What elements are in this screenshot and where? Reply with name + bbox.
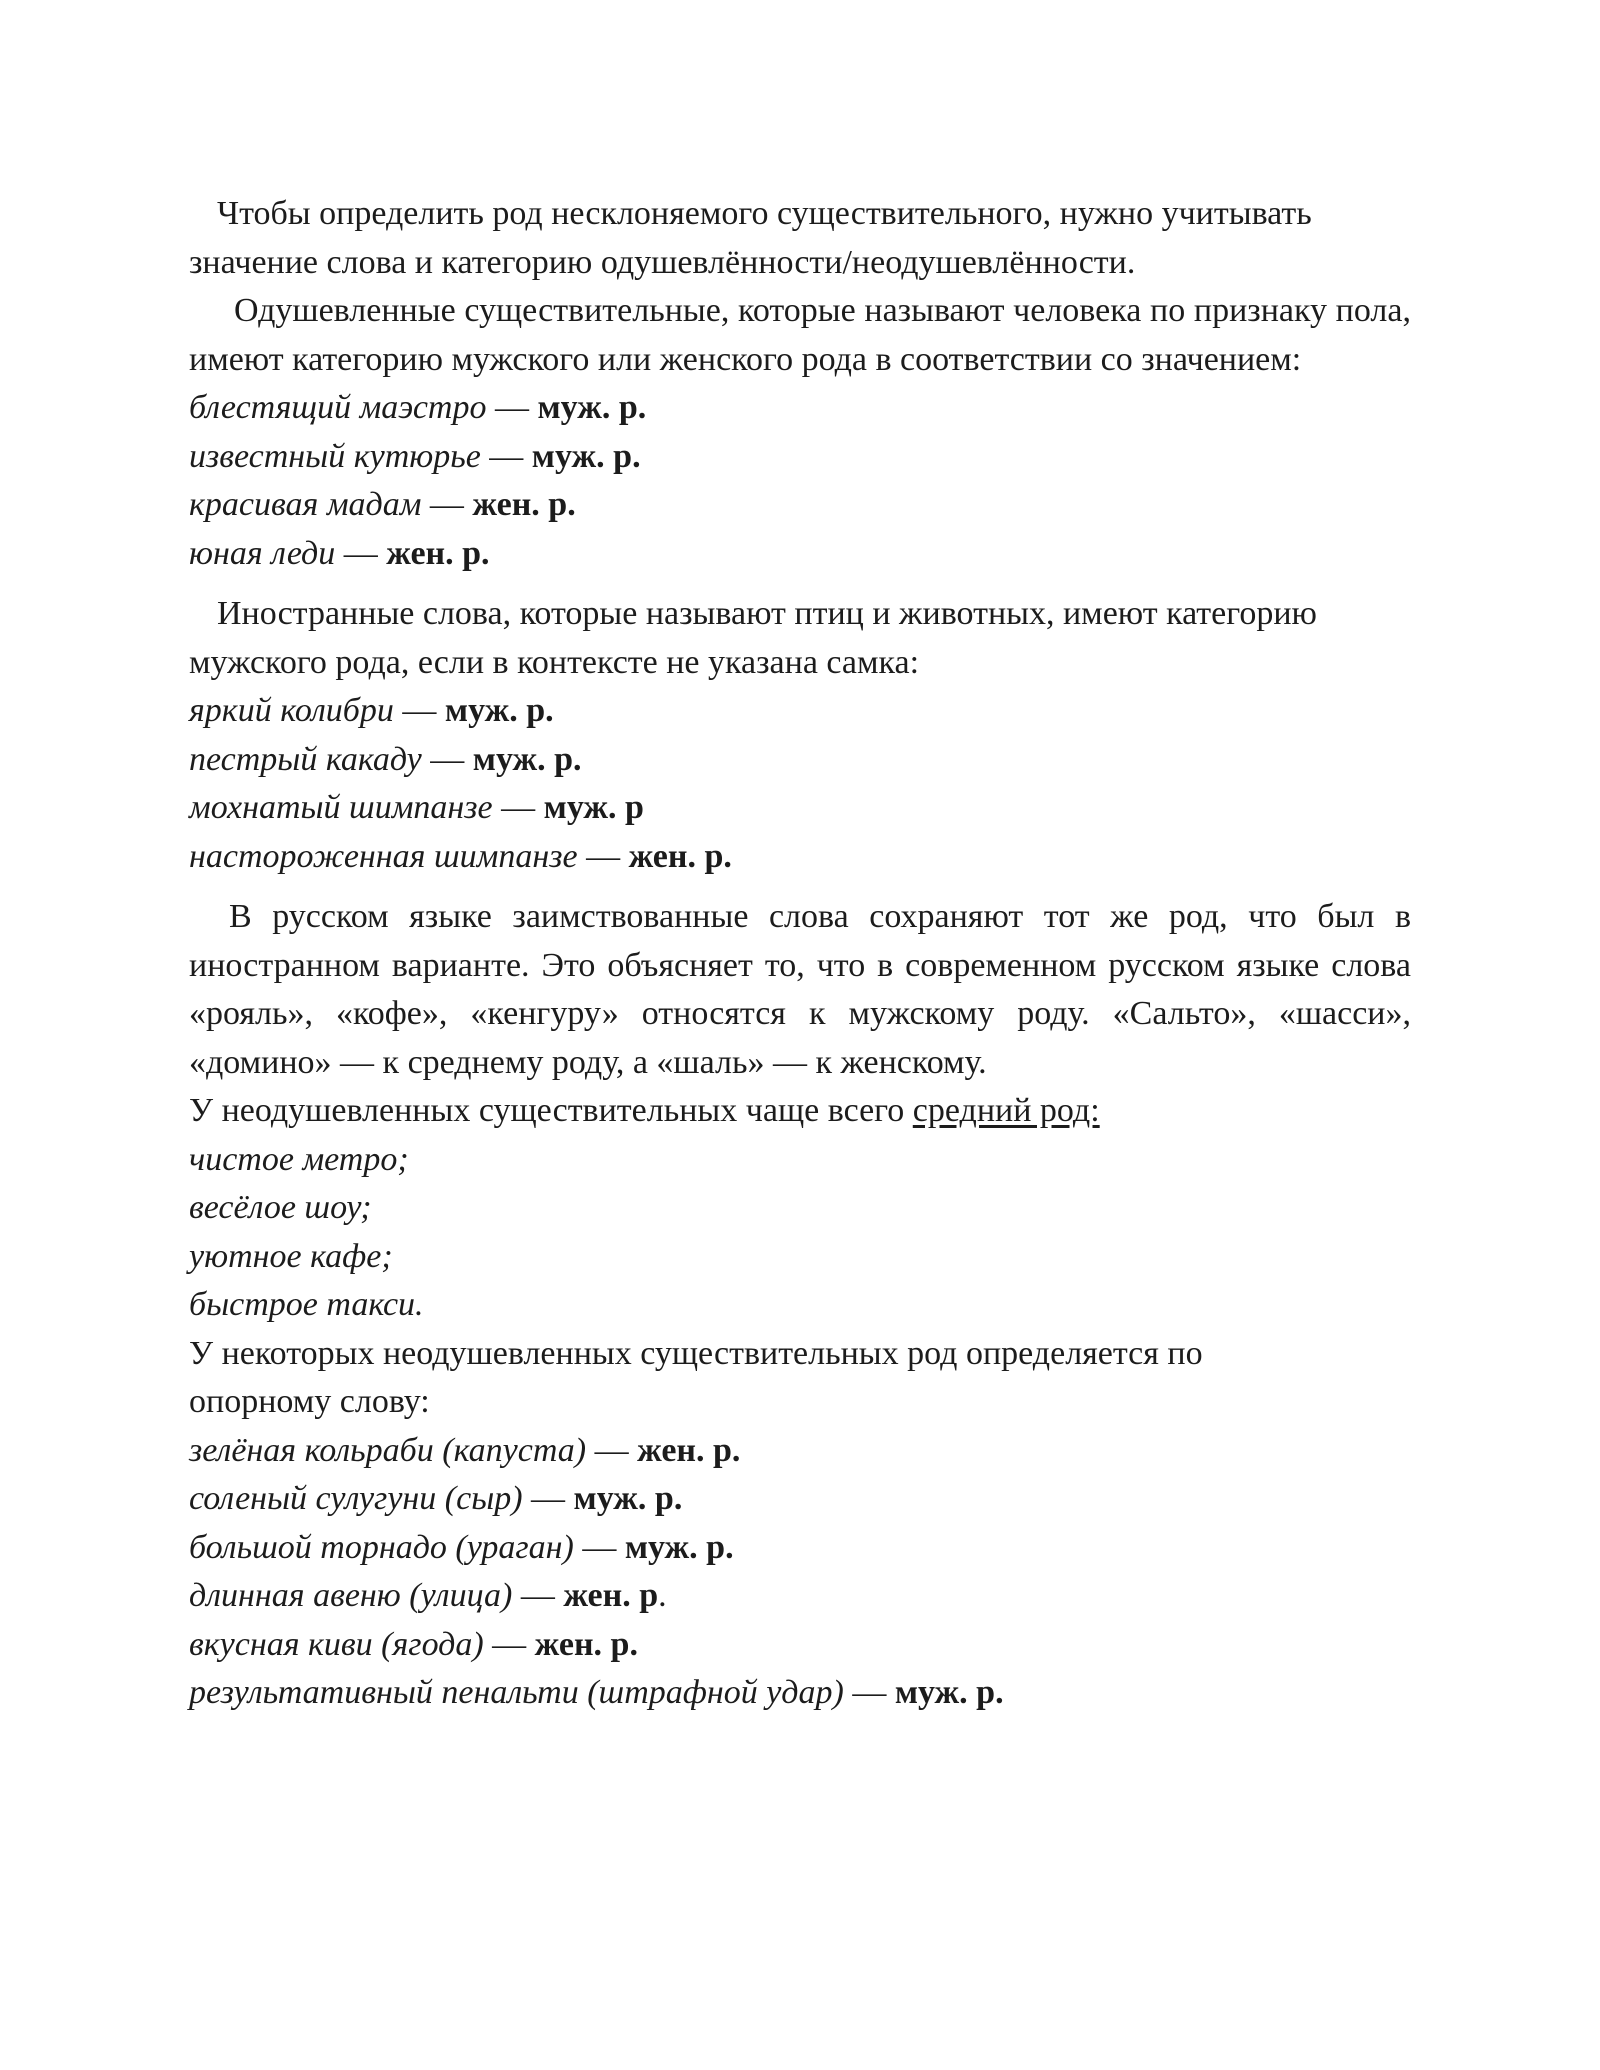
example-line [189, 1475, 1411, 1524]
example-line [189, 1669, 1411, 1718]
neuter-term: средний род: [912, 1092, 1100, 1129]
example-line [189, 833, 1411, 882]
example-word: быстрое такси. [189, 1286, 424, 1323]
example-word: известный кутюрье [189, 437, 481, 475]
example-line [189, 784, 1411, 833]
example-word: мохнатый шимпанзе [189, 789, 493, 826]
example-word: блестящий маэстро [189, 389, 487, 426]
support-examples-list [189, 1427, 1411, 1718]
example-dash: — [480, 437, 532, 475]
example-line [189, 1572, 1411, 1621]
example-gender: муж. р. [531, 437, 641, 475]
example-line [189, 481, 1411, 530]
example-dash: — [421, 740, 473, 778]
example-dash: — [843, 1674, 895, 1711]
animals-rule-paragraph: Иностранные слова, которые называют птиц и животных, имеют категорию мужского рода, если в контексте не указана самка: [189, 595, 1317, 681]
example-dash: — [483, 1625, 535, 1663]
example-word: соленый сулугуни (сыр) [189, 1480, 523, 1517]
document-page [189, 190, 1411, 1718]
example-dash: — [573, 1528, 625, 1566]
example-gender: муж. р. [894, 1674, 1004, 1711]
intro-paragraph: Чтобы определить род несклоняемого существительного, нужно учитывать значение слова и категорию одушевлённости/неодушевлённости. [189, 195, 1312, 281]
support-word-rule-paragraph: У некоторых неодушевленных существительных род определяется по опорному слову: [189, 1334, 1203, 1420]
example-gender: муж. р. [444, 692, 554, 729]
example-line [189, 1524, 1411, 1573]
neuter-intro-line [189, 1087, 1411, 1136]
example-word: длинная авеню (улица) [189, 1577, 513, 1614]
example-line [189, 433, 1411, 482]
example-word: весёлое шоу; [189, 1189, 372, 1226]
neuter-example [189, 1233, 1411, 1282]
animals-examples-list [189, 687, 1411, 881]
example-word: настороженная шимпанзе [189, 837, 578, 875]
example-word: результативный пенальти (штрафной удар) [189, 1674, 844, 1711]
example-dash: — [486, 389, 538, 426]
neuter-examples-list [189, 1136, 1411, 1330]
example-word: яркий колибри [189, 692, 394, 729]
example-line [189, 687, 1411, 736]
example-gender: муж. р [543, 789, 644, 826]
example-gender: муж. р. [472, 740, 582, 778]
neuter-example [189, 1136, 1411, 1185]
example-tail: . [658, 1577, 667, 1614]
example-dash: — [522, 1480, 574, 1517]
example-word: вкусная киви (ягода) [189, 1625, 484, 1663]
example-dash: — [421, 486, 473, 523]
borrowed-words-paragraph: В русском языке заимствованные слова сохраняют тот же род, что был в иностранном варианте. Это объясняет то, что в современном русском языке слова «рояль», «кофе», «кенгуру» относятся к мужскому роду. «Сальто», «шасси», «домино» — к среднему роду, а «шаль» — к женскому. [189, 898, 1411, 1081]
neuter-example [189, 1281, 1411, 1330]
neuter-example [189, 1184, 1411, 1233]
example-word: уютное кафе; [189, 1237, 393, 1275]
example-line [189, 530, 1411, 579]
example-gender: муж. р. [537, 389, 647, 426]
neuter-intro-text: У неодушевленных существительных чаще всего [189, 1092, 913, 1129]
example-dash: — [335, 534, 387, 572]
example-word: зелёная кольраби (капуста) [189, 1431, 587, 1469]
example-gender: жен. р. [472, 486, 576, 523]
example-dash: — [586, 1431, 638, 1469]
example-gender: жен. р. [386, 534, 490, 572]
example-word: большой торнадо (ураган) [189, 1528, 574, 1566]
example-gender: муж. р. [573, 1480, 683, 1517]
animate-examples-list [189, 384, 1411, 578]
animate-rule-paragraph: Одушевленные существительные, которые называют человека по признаку пола, имеют категорию мужского или женского рода в соответствии со значением: [189, 292, 1411, 378]
example-dash: — [393, 692, 445, 729]
example-gender: жен. р. [628, 837, 732, 875]
example-word: пестрый какаду [189, 740, 422, 778]
example-word: чистое метро; [189, 1140, 409, 1178]
example-line [189, 736, 1411, 785]
example-gender: муж. р. [624, 1528, 734, 1566]
example-dash: — [512, 1577, 564, 1614]
example-word: юная леди [189, 534, 336, 572]
example-gender: жен. р. [637, 1431, 741, 1469]
example-gender: жен. р. [534, 1625, 638, 1663]
example-gender: жен. р [563, 1577, 659, 1614]
example-dash: — [492, 789, 544, 826]
example-line [189, 1427, 1411, 1476]
example-line [189, 384, 1411, 433]
example-dash: — [577, 837, 629, 875]
example-line [189, 1621, 1411, 1670]
example-word: красивая мадам [189, 486, 422, 523]
